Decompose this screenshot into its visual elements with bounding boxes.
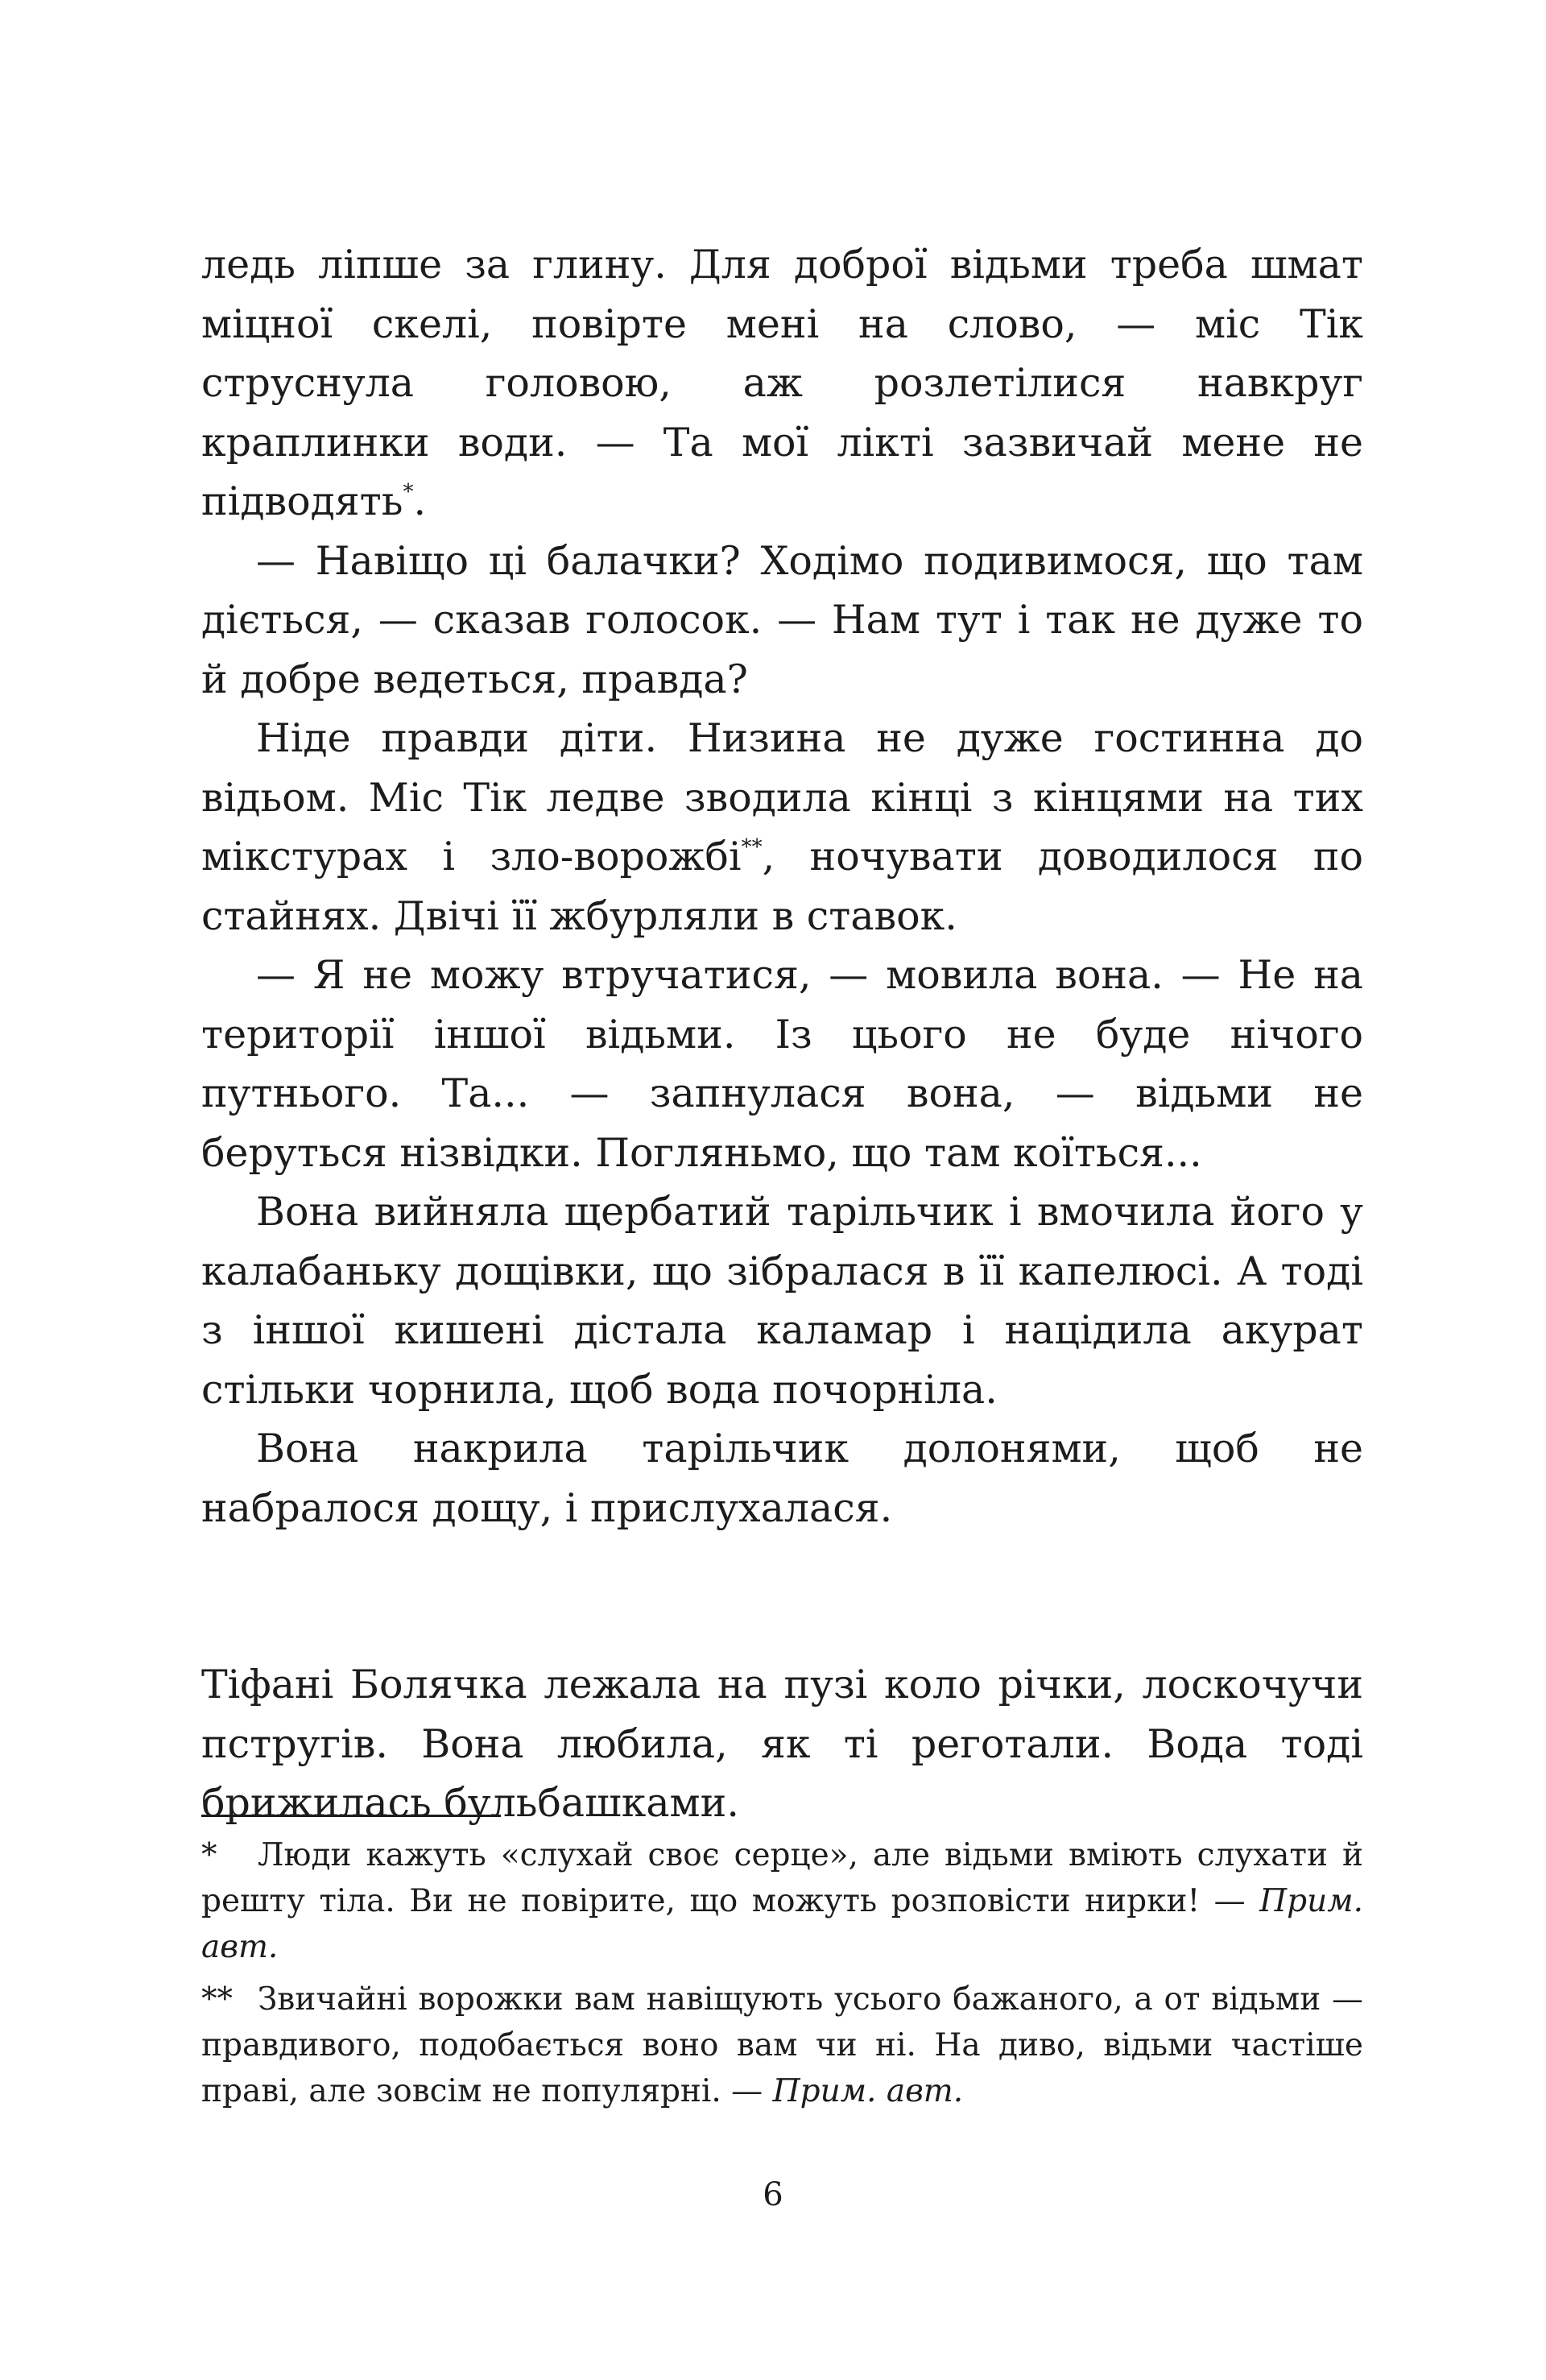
- footnote-1-marker: *: [201, 1837, 217, 1873]
- paragraph-3: [201, 709, 1363, 946]
- footnote-2-note: Прим. авт.: [772, 2073, 964, 2109]
- paragraph-3-tail: , ночувати доводилося по стайнях. Двічі її жбурляли в ставок.: [201, 834, 1363, 939]
- page-number: 6: [763, 2176, 783, 2213]
- main-text: [201, 235, 1363, 1833]
- footnote-1: [201, 1832, 1363, 1970]
- section-break: [201, 1538, 1363, 1655]
- footnote-1-note: Прим. авт.: [201, 1883, 1363, 1965]
- paragraph-3-text: Ніде правди діти. Низина не дуже гостинна до відьом. Міс Тік ледве зводила кінці з кінцями на тих мікстурах і зло-ворожбі: [201, 715, 1363, 880]
- paragraph-5: Вона вийняла щербатий тарільчик і вмочила його у калабаньку дощівки, що зібралася в її капелюсі. А тоді з іншої кишені дістала каламар і націдила акурат стільки чорнила, щоб вода почорніла.: [201, 1189, 1363, 1413]
- footnote-2-text: Звичайні ворожки вам навіщують усього бажаного, а от відьми — правдивого, подобається воно вам чи ні. На диво, відьми частіше праві, але зовсім не популярні. —: [201, 1981, 1363, 2109]
- paragraph-1: [201, 235, 1363, 532]
- footnote-ref-1[interactable]: *: [403, 480, 414, 504]
- paragraph-1-tail: .: [413, 478, 427, 524]
- paragraph-1-text: ледь ліпше за глину. Для доброї відьми треба шмат міцної скелі, повірте мені на слово, — міс Тік струснула головою, аж розлетілися навкруг краплинки води. — Та мої лікті зазвичай мене не підводять: [201, 242, 1363, 524]
- page-body: [201, 235, 1363, 1833]
- paragraph-section-start: Тіфані Болячка лежала на пузі коло річки, лоскочучи пстругів. Вона любила, як ті реготали. Вода тоді брижилась бульбашками.: [201, 1662, 1363, 1826]
- paragraph-4: — Я не можу втручатися, — мовила вона. — Не на території іншої відьми. Із цього не буде нічого путнього. Та... — запнулася вона, — відьми не беруться нізвідки. Погляньмо, що там коїться...: [201, 952, 1363, 1176]
- footnote-2: [201, 1976, 1363, 2114]
- paragraph-2: — Навіщо ці балачки? Ходімо подивимося, що там діється, — сказав голосок. — Нам тут і так не дуже то й добре ведеться, правда?: [201, 537, 1363, 702]
- footnotes: [201, 1832, 1363, 2121]
- footnote-divider: [201, 1815, 501, 1817]
- footnote-2-marker: **: [201, 1981, 233, 2018]
- paragraph-6: Вона накрила тарільчик долонями, щоб не набралося дощу, і прислухалася.: [201, 1426, 1363, 1531]
- footnote-1-text: Люди кажуть «слухай своє серце», але відьми вміють слухати й решту тіла. Ви не повірите, що можуть розповісти нирки! —: [201, 1837, 1363, 1919]
- footnote-ref-2[interactable]: **: [741, 835, 763, 859]
